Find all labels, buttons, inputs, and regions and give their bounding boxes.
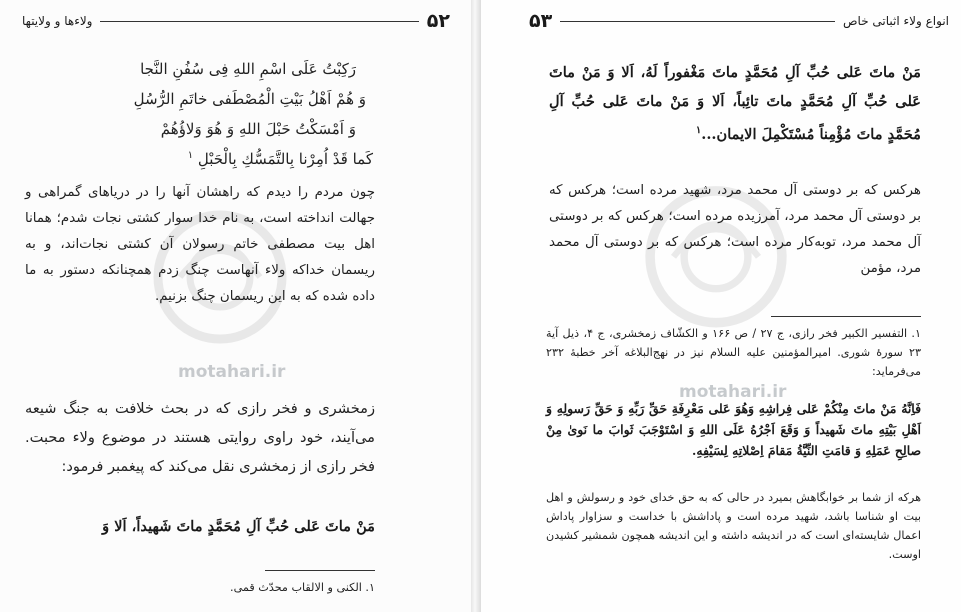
- zamakhshari-paragraph: زمخشری و فخر رازی که در بحث خلافت به جنگ شیعه می‌آیند، خود راوی روایتی هستند در موضوع ولاء محبت. فخر رازی از زمخشری نقل می‌کند که پیغمبر فرمود:: [25, 400, 375, 475]
- running-title: ولاءها و ولایتها: [22, 14, 93, 28]
- hadith-start: مَنْ ماتَ عَلى حُبِّ آلِ مُحَمَّدٍ ماتَ شَهيداً، اَلا وَ: [102, 518, 375, 535]
- hadith-translation: هرکس که بر دوستی آل محمد مرد، شهید مرده است؛ هرکس که بر دوستی آل محمد مرد، آمرزیده مرده است؛ هرکس که بر دوستی آل محمد مرد، توبه‌کار مرده است؛ هرکس که بر دوستی آل محمد مرد، مؤمن: [549, 183, 921, 276]
- right-page: [481, 0, 961, 612]
- page-number: ۵۳: [529, 10, 553, 32]
- page-number: ۵۲: [426, 10, 450, 32]
- footnote-rule: [265, 570, 375, 571]
- hadith-continued: [549, 58, 921, 149]
- footnote-marker: ۱: [695, 125, 702, 136]
- watermark-text: motahari.ir: [178, 362, 286, 382]
- poem-line-4-text: كَما قَدْ اُمِرْنا بِالتَّمَسُّكِ بِالْحَبْلِ: [197, 150, 373, 168]
- watermark-text-right: motahari.ir: [679, 382, 787, 402]
- footnote-marker: ۱: [187, 150, 194, 161]
- footnote-1: ۱. الکنی و الالقاب محدّث قمی.: [230, 581, 375, 594]
- poem-line-4: [188, 150, 373, 168]
- page-header-left: [22, 10, 450, 32]
- poem-line-2: وَ هُمْ اَهْلُ بَيْتِ الْمُصْطَفى خاتَمِ الرُّسُلِ: [133, 90, 366, 108]
- hadith-text: مَنْ ماتَ عَلى حُبِّ آلِ مُحَمَّدٍ ماتَ مَغْفوراً لَهُ، اَلا وَ مَنْ ماتَ عَلى حُبِّ آلِ مُحَمَّدٍ ماتَ تائِباً، اَلا وَ مَنْ ماتَ عَلى حُبِّ آلِ مُحَمَّدٍ ماتَ مُؤْمِناً مُسْتَكْمِلَ الايمان...: [549, 64, 921, 143]
- footnote-reference: ۱. التفسیر الکبیر فخر رازی، ج ۲۷ / ص ۱۶۶ و الکشّاف زمخشری، ج ۴، ذیل آیة ۲۳ سورهٔ شوری. امیرالمؤمنین علیه السلام نیز در نهج‌البلاغه آخر خطبهٔ ۲۳۲ می‌فرماید:: [546, 327, 921, 378]
- header-rule: [100, 21, 418, 22]
- poem-translation: چون مردم را دیدم که راهشان آنها را در دریاهای گمراهی و جهالت انداخته است، به نام خدا سوار کشتی نجات شدم؛ همانا اهل بیت مصطفی خاتم رسولان آن کشتی نجات‌اند، و به ریسمان خداکه ولاء آنهاست چنگ زدم همچنانکه دستور به ما داده شده که به این ریسمان چنگ بزنیم.: [25, 185, 375, 304]
- header-rule: [560, 21, 835, 22]
- left-page: [0, 0, 471, 612]
- footnote-rule: [771, 316, 921, 317]
- running-title: انواع ولاء اثباتی خاص: [843, 14, 949, 28]
- footnote-quote-translation: هرکه از شما بر خوابگاهش بمیرد در حالی که به حق خدای خود و رسولش و اهل بیت او شناسا باشد، شهید مرده است و پاداشش با خداست و سزاوار پاداش اعمال شایسته‌ای است که در اندیشه داشته و این اندیشه همچون شمشیر کشیدن اوست.: [546, 491, 921, 561]
- poem-line-3: وَ اَمْسَكْتُ حَبْلَ اللهِ وَ هُوَ وَلاؤُهُمْ: [160, 120, 356, 138]
- page-header-right: [529, 10, 949, 32]
- poem-line-1: رَكِبْتُ عَلَى اسْمِ اللهِ فِى سُفُنِ النَّجا: [140, 60, 356, 78]
- book-spine: [471, 0, 481, 612]
- footnote-quote: فَاِنَّهُ مَنْ ماتَ مِنْكُمْ عَلى فِراشِهِ وَهُوَ عَلى مَعْرِفَةِ حَقِّ رَبِّهِ وَ حَقِّ رَسولِهِ وَ اَهْلِ بَيْتِهِ ماتَ شَهيداً وَ وَقَعَ اَجْرُهُ عَلَى اللهِ وَ اسْتَوْجَبَ ثَوابَ ما نَوىٰ مِنْ صالِحِ عَمَلِهِ وَ قامَتِ النِّيَّةُ مَقامَ اِصْلاتِهِ لِسَيْفِهِ.: [546, 401, 921, 458]
